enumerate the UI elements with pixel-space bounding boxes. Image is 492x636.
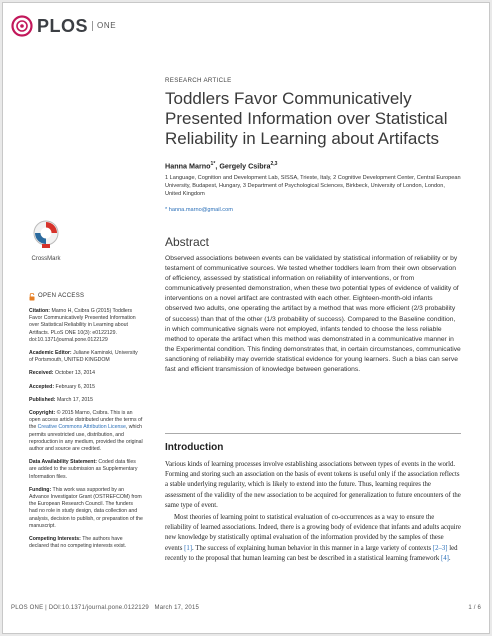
- received-block: [29, 370, 143, 377]
- page-number: 1 / 6: [468, 605, 481, 611]
- received-date: October 13, 2014: [54, 370, 96, 377]
- affiliations: 1 Language, Cognition and Development Lab, SISSA, Trieste, Italy, 2 Cognitive Development Center, Central European University, Budapest, Hungary, 3 Department of Psychological Sciences, Birkbeck, University of London, London, United Kingdom: [165, 175, 461, 197]
- abstract-heading: Abstract: [165, 235, 210, 249]
- intro-paragraph: Various kinds of learning processes involve establishing associations between types of events in the world. Forming and storing such an association on the basis of event tokens is useful only if the association reflects a stable underlying regularity, which is likely to extend into the future. Thus, learning requires the assessment of the validity of the new association to be acquired for generalization to future encounters of the same type of event.: [165, 461, 461, 509]
- citation-label: Citation:: [29, 308, 51, 314]
- crossmark-icon: [33, 220, 59, 250]
- citation-block: [29, 308, 143, 344]
- author-affiliation-sup: 1: [210, 161, 214, 167]
- article-type-label: RESEARCH ARTICLE: [165, 77, 232, 84]
- journal-sub: ONE: [92, 21, 116, 31]
- open-lock-icon: [29, 293, 35, 301]
- accepted-label: Accepted:: [29, 383, 55, 390]
- article-title: Toddlers Favor Communicatively Presented Information over Statistical Reliability in Learning about Artifacts: [165, 89, 448, 148]
- accepted-date: February 6, 2015: [55, 383, 96, 390]
- open-access-badge: [29, 293, 143, 301]
- copyright-text-b: , which permits unrestricted use, distribution, and reproduction in any medium, provided the original author and source are credited.: [29, 424, 143, 453]
- introduction-text: [165, 460, 461, 566]
- plos-one-logo[interactable]: [11, 15, 116, 37]
- intro-text-run: . The success of explaining human behavior in this manner in a large variety of contexts: [192, 544, 433, 552]
- funding-block: [29, 487, 143, 530]
- crossmark-badge[interactable]: [31, 220, 61, 262]
- section-divider: [165, 433, 461, 434]
- published-date: March 17, 2015: [56, 396, 94, 403]
- page-footer: [11, 605, 481, 611]
- data-availability-text: Coded data files are added to the submission as Supplementary Information files.: [29, 459, 138, 480]
- article-info-sidebar: [29, 293, 143, 556]
- reference-link[interactable]: [1]: [184, 544, 193, 552]
- editor-block: [29, 350, 143, 364]
- published-block: [29, 397, 143, 404]
- footer-left: [11, 605, 199, 611]
- plos-logo-icon: [11, 15, 33, 37]
- copyright-label: Copyright:: [29, 410, 56, 417]
- funding-text: This work was supported by an Advance Investigator Grant (OSTREFCOM) from the European Research Council. The funders had no role in study design, data collection and analysis, decision to publish, or preparation of the manuscript.: [29, 486, 143, 529]
- intro-paragraph: [165, 513, 461, 564]
- author-affiliation-sup: 2,3: [270, 161, 278, 167]
- author-name[interactable]: Gergely Csibra: [219, 161, 271, 171]
- editor-label: Academic Editor:: [29, 350, 72, 357]
- author-list: Hanna Marno$^{1*}$, Gergely Csibra$^{2,3}$: [165, 161, 278, 171]
- published-label: Published:: [29, 396, 56, 403]
- copyright-block: [29, 410, 143, 453]
- copyright-text-a: © 2015 Marno, Csibra. This is an open access article distributed under the terms of the: [29, 410, 143, 431]
- editor-text: Juliane Kaminski, University of Portsmouth, UNITED KINGDOM: [29, 350, 138, 364]
- competing-interests-label: Competing Interests:: [29, 536, 81, 543]
- competing-interests-block: [29, 536, 143, 550]
- citation-text: Marno H, Csibra G (2015) Toddlers Favor Communicatively Presented Information over Statistical Reliability in Learning about Artifacts. PLoS ONE 10(3): e0122129. doi:10.1371/journal.pone.0122129: [29, 308, 136, 343]
- introduction-heading: Introduction: [165, 442, 224, 453]
- data-availability-label: Data Availability Statement:: [29, 459, 97, 466]
- intro-text-run: .: [448, 554, 451, 562]
- abstract-text: Observed associations between events can be validated by statistical information of reliability or by testament of communicative sources. We tested whether toddlers learn from their own observation of efficiency, assessed by statistical information on reliability of interventions, or from communicatively presented demonstration, when these two potential types of evidence of validity of interventions on a novel artifact are contrasted with each other. Eighteen-month-old infants observed two adults, one operating the artifact by a method that was more efficient (2/3 probability of success) than that of the other (1/3 probability of success). Compared to the Baseline condition, in which communicative signals were not employed, infants tended to choose the less reliable method to operate the artifact when this method was demonstrated in a communicative manner in the Experimental condition. This finding demonstrates that, in certain circumstances, communicative sanctioning of reliability may override statistical evidence for young learners. Such a bias can serve fast and efficient transmission of knowledge between generations.: [165, 255, 461, 374]
- author-name[interactable]: Hanna Marno: [165, 161, 211, 171]
- corresponding-mark: *: [213, 161, 216, 167]
- intro-text-run: led recently to the proposal that human learning can best be described in a statistical learning framework: [165, 544, 458, 562]
- reference-link[interactable]: [4]: [440, 554, 449, 562]
- license-link[interactable]: Creative Commons Attribution License: [37, 424, 126, 431]
- received-label: Received:: [29, 370, 54, 377]
- footer-doi: PLOS ONE | DOI:10.1371/journal.pone.0122129: [11, 605, 149, 611]
- accepted-block: [29, 384, 143, 391]
- reference-link[interactable]: [2–3]: [432, 544, 448, 552]
- article-page: [2, 2, 490, 634]
- funding-label: Funding:: [29, 486, 52, 493]
- corresponding-email[interactable]: * hanna.marno@gmail.com: [165, 207, 233, 213]
- competing-interests-text: The authors have declared that no competing interests exist.: [29, 536, 127, 550]
- crossmark-label: CrossMark: [31, 256, 61, 262]
- data-availability-block: [29, 459, 143, 481]
- open-access-label: OPEN ACCESS: [38, 293, 85, 300]
- footer-date: March 17, 2015: [154, 605, 200, 611]
- intro-text-run: Most theories of learning point to statistical evaluation of co-occurrences as a way to ensure the reliability of learned associations. Indeed, there is a growing body of evidence that infants and adults acquire new knowledge by statistically optimal evaluation of the information provided by the samples of these events: [165, 514, 461, 552]
- journal-name: PLOS: [37, 15, 89, 36]
